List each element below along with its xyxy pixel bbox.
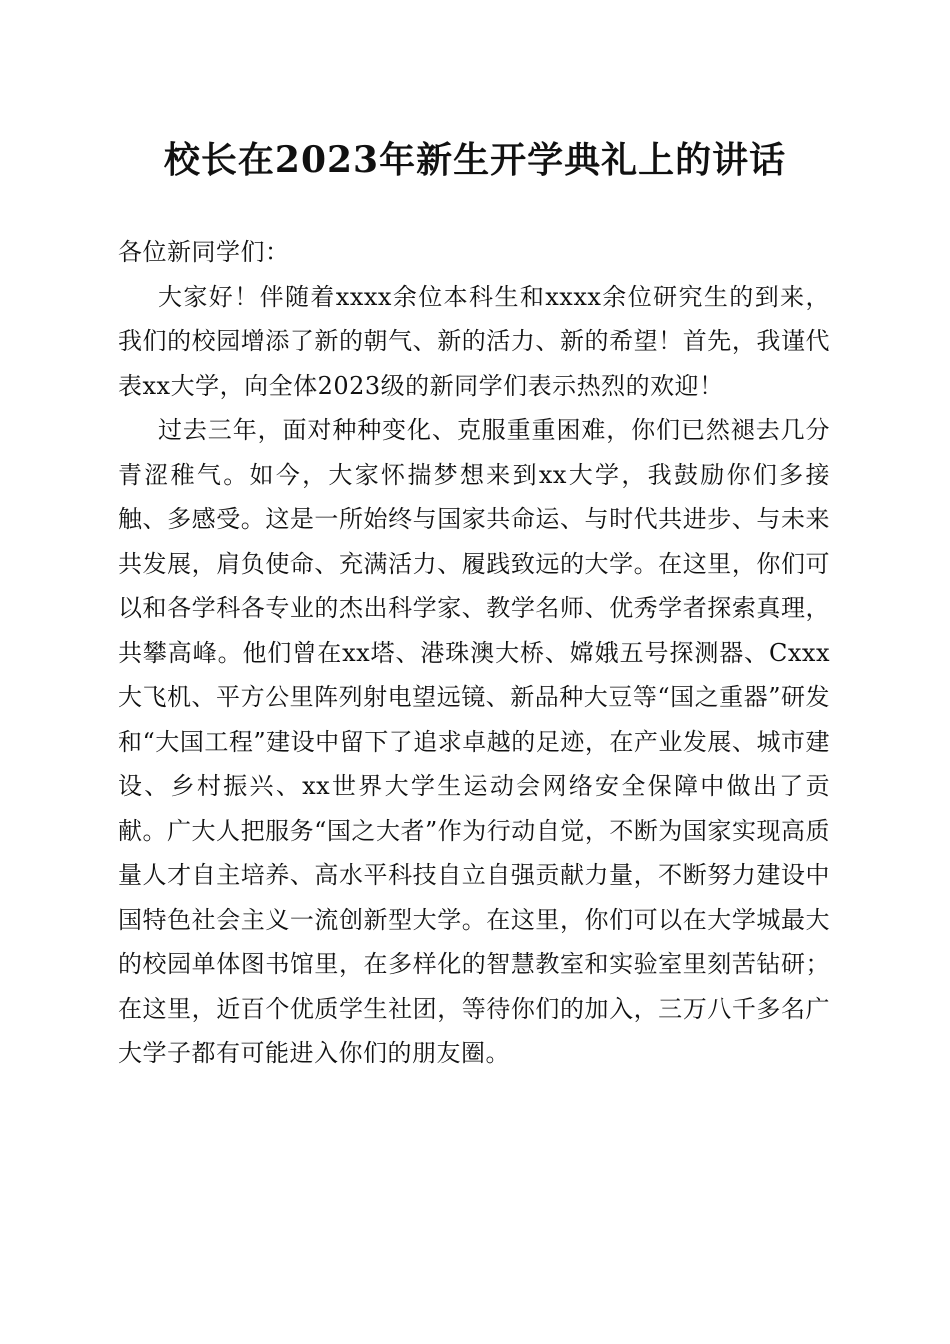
document-title: 校长在2023年新生开学典礼上的讲话	[163, 139, 787, 181]
paragraph-university-intro: 过去三年，面对种种变化、克服重重困难，你们已然褪去几分青涩稚气。如今，大家怀揣梦想来到xx大学，我鼓励你们多接触、多感受。这是一所始终与国家共命运、与时代共进步、与未来共发展，肩负使命、充满活力、履践致远的大学。在这里，你们可以和各学科各专业的杰出科学家、教学名师、优秀学者探索真理，共攀高峰。他们曾在xx塔、港珠澳大桥、嫦娥五号探测器、Cxxx大飞机、平方公里阵列射电望远镜、新品种大豆等“国之重器”研发和“大国工程”建设中留下了追求卓越的足迹，在产业发展、城市建设、乡村振兴、xx世界大学生运动会网络安全保障中做出了贡献。广大人把服务“国之大者”作为行动自觉，不断为国家实现高质量人才自主培养、高水平科技自立自强贡献力量，不断努力建设中国特色社会主义一流创新型大学。在这里，你们可以在大学城最大的校园单体图书馆里，在多样化的智慧教室和实验室里刻苦钻研；在这里，近百个优质学生社团，等待你们的加入，三万八千多名广大学子都有可能进入你们的朋友圈。	[118, 416, 830, 1067]
paragraph-welcome: 大家好！伴随着xxxx余位本科生和xxxx余位研究生的到来，我们的校园增添了新的朝气、新的活力、新的希望！首先，我谨代表xx大学，向全体2023级的新同学们表示热烈的欢迎！	[118, 282, 830, 400]
document-body	[118, 230, 830, 1076]
greeting: 各位新同学们：	[118, 238, 290, 266]
